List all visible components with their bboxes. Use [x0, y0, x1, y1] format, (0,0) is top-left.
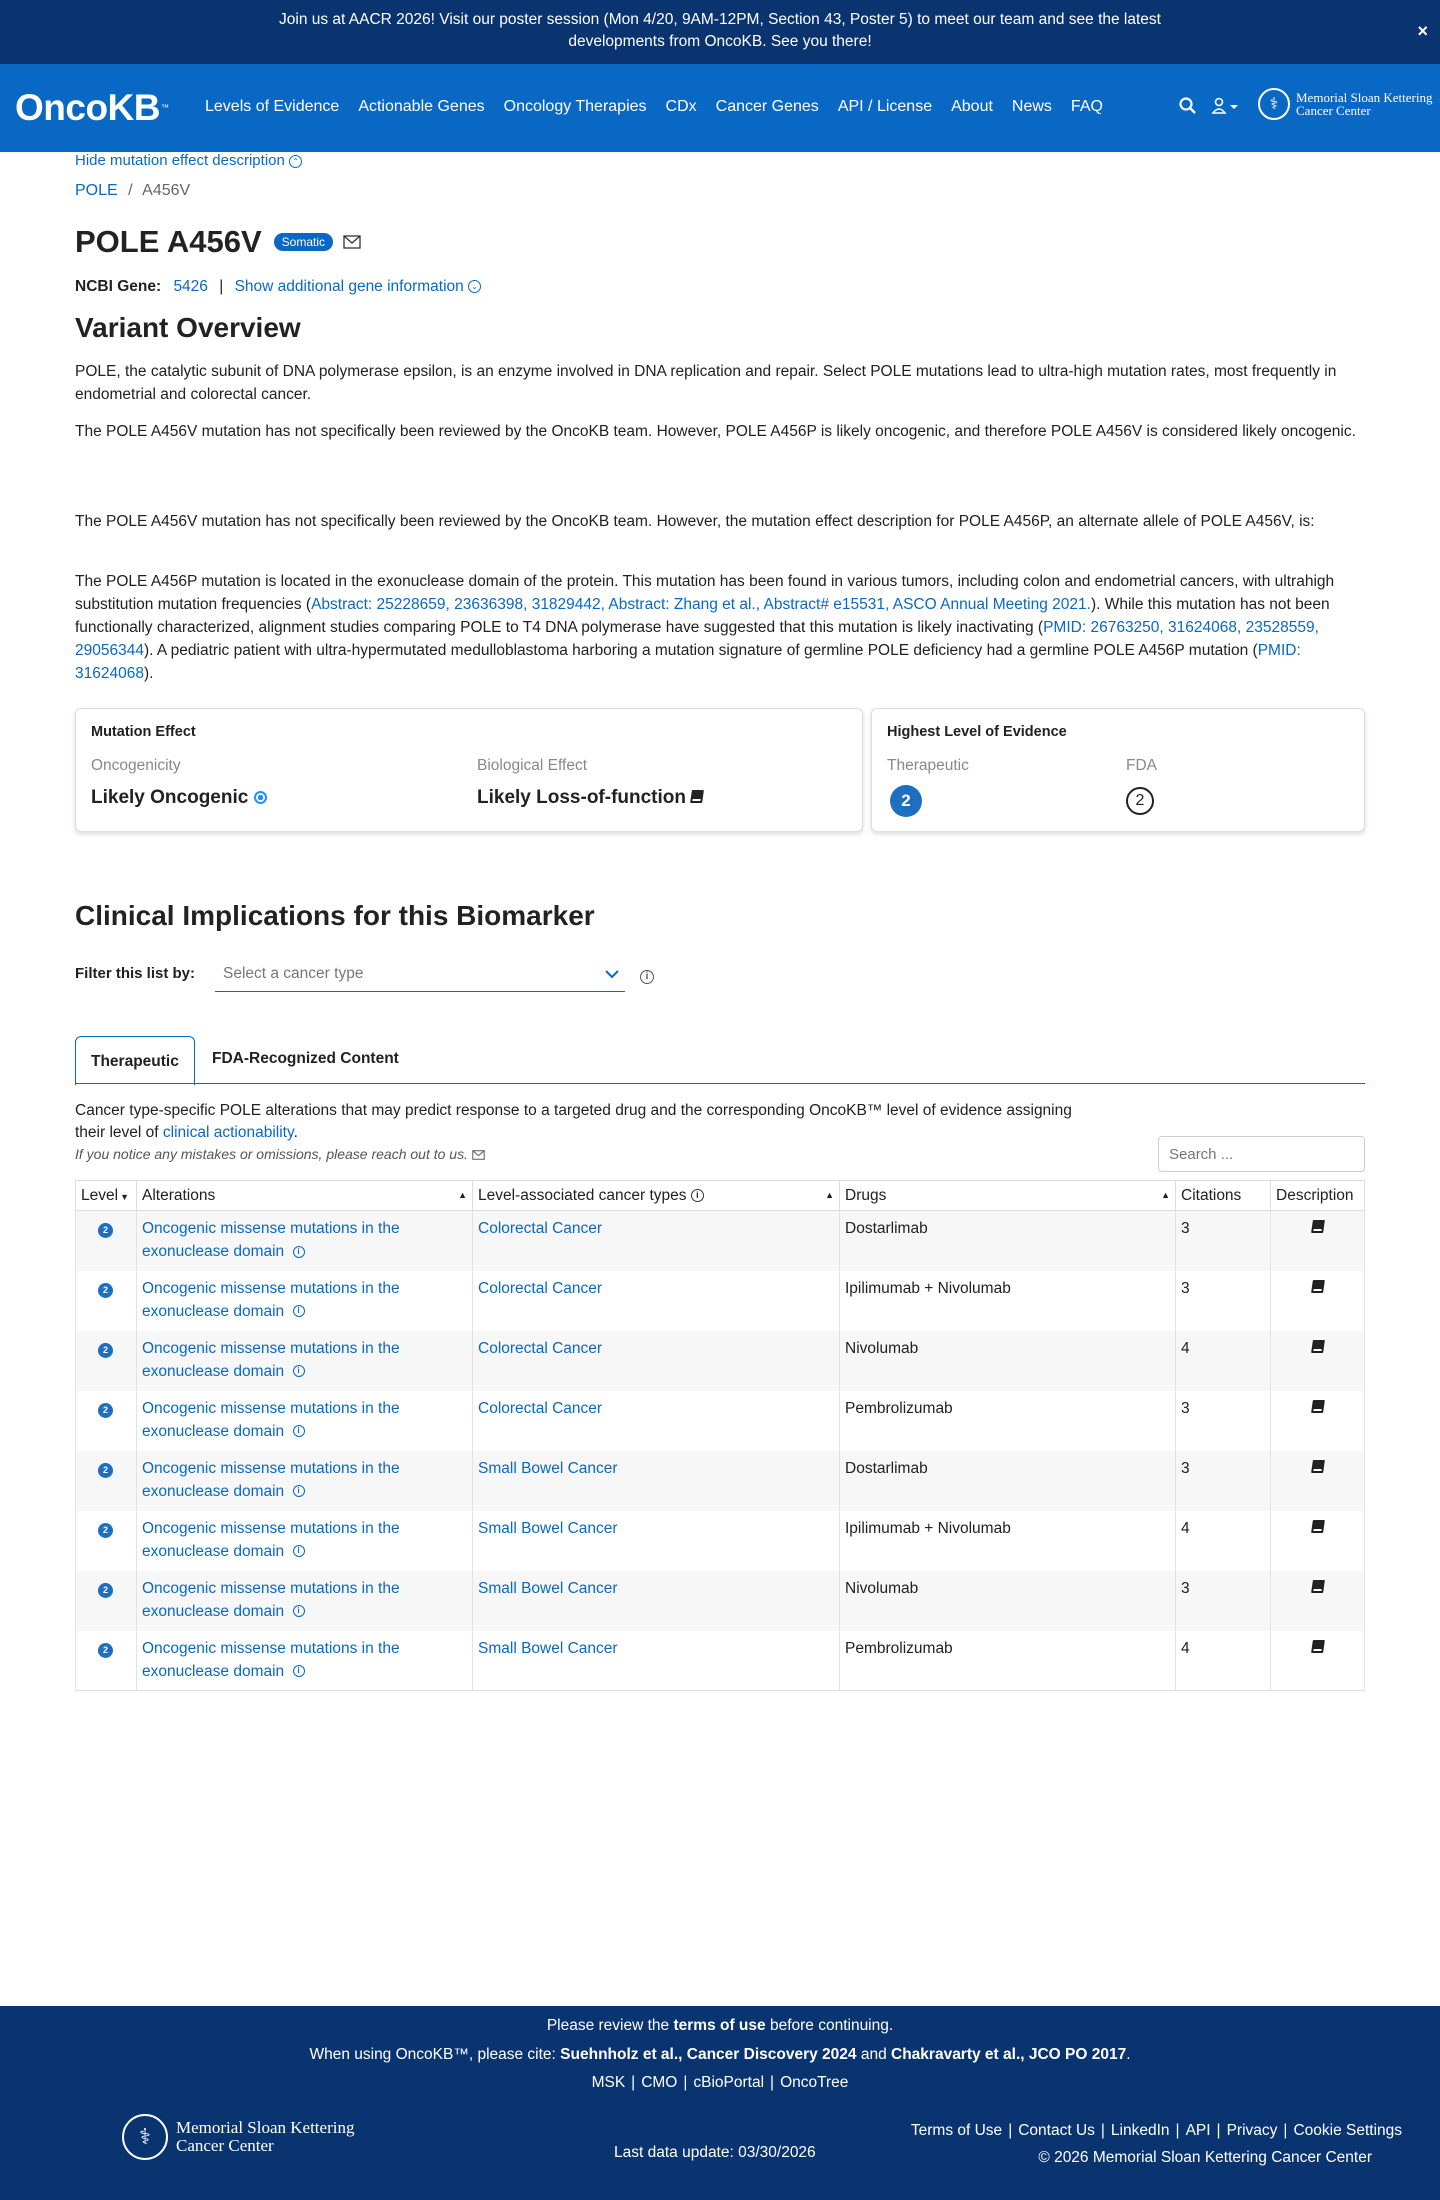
- level-badge[interactable]: 2: [98, 1223, 113, 1238]
- book-icon[interactable]: [690, 790, 704, 803]
- footer-cookie-link[interactable]: Cookie Settings: [1293, 2122, 1402, 2139]
- info-icon[interactable]: i: [293, 1605, 305, 1617]
- nav-oncology-therapies[interactable]: Oncology Therapies: [503, 98, 647, 115]
- drugs-cell: Ipilimumab + Nivolumab: [840, 1271, 1176, 1331]
- table-row: [76, 1211, 1365, 1271]
- therapeutic-table: [75, 1180, 1365, 1691]
- citations-cell[interactable]: 4: [1176, 1631, 1271, 1691]
- cancer-type-cell: [473, 1331, 840, 1391]
- nav-levels-of-evidence[interactable]: Levels of Evidence: [205, 98, 340, 115]
- nav-api-license[interactable]: API / License: [837, 98, 933, 115]
- info-icon[interactable]: i: [293, 1305, 305, 1317]
- level-badge[interactable]: 2: [98, 1643, 113, 1658]
- mutation-effect-description: The POLE A456P mutation is located in the exonuclease domain of the protein. This mutation has been found in various tumors, including colon and endometrial cancers, with ultrahigh substitution mutation frequencies (Abstract: 25228659, 23636398, 31829442, Abstract: Zhang et al., Abstract# e15531, ASCO Annual Meeting 2021.). While this mutation has not been functionally characterized, alignment studies comparing POLE to T4 DNA polymerase have suggested that this mutation is likely inactivating (PMID: 26763250, 31624068, 23528559, 29056344). A pediatric patient with ultra-hypermutated medulloblastoma harboring a mutation signature of germline POLE deficiency had a germline POLE A456P mutation (PMID: 31624068).: [75, 573, 1335, 682]
- drugs-cell: Pembrolizumab: [840, 1391, 1176, 1451]
- level-cell: [76, 1331, 137, 1391]
- oncokb-logo[interactable]: OncoKB™: [15, 87, 169, 128]
- footer-sites: MSK | CMO | cBioPortal | OncoTree: [591, 2074, 849, 2091]
- level-cell: [76, 1211, 137, 1271]
- ncbi-gene-row: NCBI Gene: 5426 | Show additional gene information ⌄: [75, 278, 481, 296]
- info-icon[interactable]: i: [293, 1665, 305, 1677]
- oncogenic-icon: [254, 791, 267, 804]
- col-citations[interactable]: Citations: [1176, 1181, 1271, 1211]
- cancer-type-cell: [473, 1571, 840, 1631]
- nav-about[interactable]: About: [951, 98, 993, 115]
- breadcrumb-variant: A456V: [142, 182, 191, 199]
- top-navbar: [0, 64, 1440, 152]
- somatic-badge: Somatic: [274, 233, 333, 251]
- page-header: [75, 224, 361, 260]
- hide-mutation-effect-link[interactable]: Hide mutation effect description ⌃: [75, 152, 302, 169]
- alteration-cell: [137, 1331, 473, 1391]
- cancer-type-link[interactable]: Small Bowel Cancer: [478, 1459, 618, 1477]
- description-cell: [1271, 1631, 1365, 1691]
- col-level[interactable]: Level ▼: [76, 1181, 137, 1211]
- sort-desc-icon: ▼: [120, 1191, 129, 1202]
- show-gene-info-link[interactable]: Show additional gene information ⌄: [235, 278, 482, 295]
- info-icon[interactable]: i: [293, 1545, 305, 1557]
- cancer-type-cell: [473, 1211, 840, 1271]
- book-icon[interactable]: [1311, 1400, 1325, 1413]
- book-icon[interactable]: [1311, 1460, 1325, 1473]
- table-row: [76, 1511, 1365, 1571]
- citations-cell[interactable]: 3: [1176, 1271, 1271, 1331]
- book-icon[interactable]: [1311, 1220, 1325, 1233]
- sort-icon: ▲: [1161, 1190, 1170, 1200]
- level-badge[interactable]: 2: [98, 1463, 113, 1478]
- col-description: Description: [1271, 1181, 1365, 1211]
- announcement-banner: [0, 0, 1440, 64]
- description-cell: [1271, 1571, 1365, 1631]
- citations-cell[interactable]: 3: [1176, 1391, 1271, 1451]
- cancer-type-link[interactable]: Colorectal Cancer: [478, 1279, 603, 1297]
- cancer-type-link[interactable]: Colorectal Cancer: [478, 1339, 603, 1357]
- description-cell: [1271, 1331, 1365, 1391]
- citations-cell[interactable]: 3: [1176, 1571, 1271, 1631]
- footer-links: Terms of Use | Contact Us | LinkedIn | API | Privacy | Cookie Settings: [910, 2122, 1402, 2139]
- drugs-cell: Dostarlimab: [840, 1211, 1176, 1271]
- book-icon[interactable]: [1311, 1640, 1325, 1653]
- table-row: [76, 1571, 1365, 1631]
- level-cell: [76, 1631, 137, 1691]
- mail-icon[interactable]: [343, 235, 361, 249]
- terms-of-use-link[interactable]: terms of use: [673, 2017, 766, 2034]
- alteration-link[interactable]: Oncogenic missense mutations in the exonuclease domain: [142, 1639, 400, 1680]
- table-row: [76, 1451, 1365, 1511]
- cancer-type-cell: [473, 1271, 840, 1331]
- nav-cdx[interactable]: CDx: [665, 98, 697, 115]
- site-msk-link[interactable]: MSK: [591, 2074, 626, 2091]
- info-icon[interactable]: i: [293, 1425, 305, 1437]
- chevron-down-circle-icon: ⌄: [468, 280, 481, 293]
- info-icon[interactable]: i: [293, 1365, 305, 1377]
- citations-cell[interactable]: 3: [1176, 1451, 1271, 1511]
- table-row: [76, 1331, 1365, 1391]
- alteration-link[interactable]: Oncogenic missense mutations in the exonuclease domain: [142, 1339, 400, 1380]
- chevron-down-icon: [605, 969, 619, 979]
- copyright: © 2026 Memorial Sloan Kettering Cancer Center: [1038, 2149, 1372, 2166]
- close-icon[interactable]: ×: [1417, 21, 1428, 41]
- cancer-type-select[interactable]: Select a cancer type: [215, 960, 625, 992]
- tab-therapeutic[interactable]: Therapeutic: [75, 1036, 195, 1086]
- level-cell: [76, 1391, 137, 1451]
- level-badge[interactable]: 2: [98, 1343, 113, 1358]
- alteration-cell: [137, 1511, 473, 1571]
- tab-fda-recognized[interactable]: FDA-Recognized Content: [212, 1050, 399, 1067]
- description-cell: [1271, 1271, 1365, 1331]
- level-cell: [76, 1571, 137, 1631]
- drugs-cell: Nivolumab: [840, 1571, 1176, 1631]
- table-row: [76, 1631, 1365, 1691]
- alteration-link[interactable]: Oncogenic missense mutations in the exonuclease domain: [142, 1399, 400, 1440]
- alteration-link[interactable]: Oncogenic missense mutations in the exonuclease domain: [142, 1220, 400, 1260]
- book-icon[interactable]: [1311, 1580, 1325, 1593]
- therapeutic-description: Cancer type-specific POLE alterations that may predict response to a targeted drug and the corresponding OncoKB™ level of evidence assigning their level of clinical actionability.: [75, 1102, 1072, 1141]
- level-badge[interactable]: 2: [98, 1583, 113, 1598]
- level-badge[interactable]: 2: [98, 1283, 113, 1298]
- table-row: [76, 1271, 1365, 1331]
- therapeutic-level-badge[interactable]: 2: [890, 785, 922, 817]
- site-cmo-link[interactable]: CMO: [641, 2074, 678, 2091]
- level-cell: [76, 1451, 137, 1511]
- pmid-single-link[interactable]: PMID: 31624068: [75, 642, 1301, 682]
- alteration-link[interactable]: Oncogenic missense mutations in the exonuclease domain: [142, 1459, 400, 1500]
- breadcrumb-gene-link[interactable]: POLE: [75, 182, 118, 199]
- cancer-type-cell: [473, 1631, 840, 1691]
- drugs-cell: Dostarlimab: [840, 1451, 1176, 1511]
- cancer-type-link[interactable]: Small Bowel Cancer: [478, 1639, 618, 1657]
- book-icon[interactable]: [1311, 1520, 1325, 1533]
- highest-level-card: Highest Level of Evidence Therapeutic 2 FDA 2: [871, 708, 1365, 832]
- footer-contact-link[interactable]: Contact Us: [1018, 2122, 1095, 2139]
- description-cell: [1271, 1211, 1365, 1271]
- nav-faq[interactable]: FAQ: [1070, 98, 1103, 115]
- footer-api-link[interactable]: API: [1185, 2122, 1211, 2139]
- cancer-type-cell: [473, 1451, 840, 1511]
- user-menu-icon[interactable]: [1210, 96, 1242, 116]
- mutation-effect-card: Mutation Effect Oncogenicity Likely Oncogenic Biological Effect Likely Loss-of-function: [75, 708, 863, 832]
- gene-summary: POLE, the catalytic subunit of DNA polymerase epsilon, is an enzyme involved in DNA replication and repair. Select POLE mutations lead to ultra-high mutation rates, most frequently in endometrial and colorectal cancer.: [75, 363, 1337, 403]
- book-icon[interactable]: [1311, 1340, 1325, 1353]
- alteration-cell: [137, 1631, 473, 1691]
- footer-terms-link[interactable]: Terms of Use: [910, 2122, 1003, 2139]
- cancer-type-link[interactable]: Colorectal Cancer: [478, 1399, 603, 1417]
- alteration-link[interactable]: Oncogenic missense mutations in the exonuclease domain: [142, 1279, 400, 1320]
- msk-logo[interactable]: ⚕ Memorial Sloan Kettering Cancer Center: [1258, 88, 1432, 120]
- banner-text: Join us at AACR 2026! Visit our poster session (Mon 4/20, 9AM-12PM, Section 43, Poster 5) to meet our team and see the latest developments from OncoKB. See you there!: [279, 11, 1161, 50]
- footer-privacy-link[interactable]: Privacy: [1226, 2122, 1278, 2139]
- citations-cell[interactable]: 4: [1176, 1511, 1271, 1571]
- alteration-cell: [137, 1451, 473, 1511]
- abstract-refs-link[interactable]: Abstract: 25228659, 23636398, 31829442, Abstract: Zhang et al., Abstract# e15531, ASCO Annual Meeting 2021.: [311, 596, 1091, 613]
- nav-news[interactable]: News: [1011, 98, 1052, 115]
- info-icon[interactable]: i: [640, 970, 654, 984]
- nav-cancer-genes[interactable]: Cancer Genes: [715, 98, 819, 115]
- alteration-cell: [137, 1391, 473, 1451]
- main-content: [75, 152, 1365, 1680]
- table-row: [76, 1391, 1365, 1451]
- variant-overview-title: Variant Overview: [75, 312, 301, 343]
- alternate-allele-note: The POLE A456V mutation has not specifically been reviewed by the OncoKB team. However, the mutation effect description for POLE A456P, an alternate allele of POLE A456V, is:: [75, 513, 1315, 530]
- info-icon[interactable]: i: [691, 1189, 704, 1202]
- description-cell: [1271, 1451, 1365, 1511]
- clinical-actionability-link[interactable]: clinical actionability: [162, 1124, 294, 1141]
- search-icon[interactable]: [1178, 96, 1198, 116]
- cancer-type-link[interactable]: Small Bowel Cancer: [478, 1579, 618, 1597]
- level-cell: [76, 1511, 137, 1571]
- biological-effect-value: Likely Loss-of-function: [477, 787, 703, 809]
- footer-msk-logo[interactable]: ⚕ Memorial Sloan Kettering Cancer Center: [122, 2114, 354, 2160]
- msk-emblem-icon: ⚕: [122, 2114, 168, 2160]
- alteration-cell: [137, 1571, 473, 1631]
- variant-summary: The POLE A456V mutation has not specifically been reviewed by the OncoKB team. However, POLE A456P is likely oncogenic, and therefore POLE A456V is considered likely oncogenic.: [75, 423, 1356, 440]
- site-oncotree-link[interactable]: OncoTree: [780, 2074, 849, 2091]
- ncbi-gene-link[interactable]: 5426: [173, 278, 208, 295]
- sort-icon: ▲: [458, 1190, 467, 1200]
- col-alterations[interactable]: Alterations ▲: [137, 1181, 473, 1211]
- cite-chakravarty-link[interactable]: Chakravarty et al., JCO PO 2017: [891, 2046, 1127, 2063]
- footer-review: Please review the terms of use before continuing.: [546, 2017, 894, 2034]
- last-data-update: Last data update: 03/30/2026: [614, 2144, 816, 2161]
- citations-cell[interactable]: 3: [1176, 1211, 1271, 1271]
- sort-icon: ▲: [825, 1190, 834, 1200]
- pmid-refs-link[interactable]: PMID: 26763250, 31624068, 23528559, 29056344: [75, 619, 1319, 659]
- level-badge[interactable]: 2: [98, 1523, 113, 1538]
- cite-suehnholz-link[interactable]: Suehnholz et al., Cancer Discovery 2024: [560, 2046, 857, 2063]
- info-icon[interactable]: i: [293, 1485, 305, 1497]
- description-cell: [1271, 1511, 1365, 1571]
- cancer-type-cell: [473, 1511, 840, 1571]
- footer: [0, 2006, 1440, 2200]
- breadcrumb: POLE / A456V: [75, 182, 191, 199]
- alteration-link[interactable]: Oncogenic missense mutations in the exonuclease domain: [142, 1519, 400, 1560]
- mail-icon[interactable]: [472, 1150, 485, 1160]
- alteration-cell: [137, 1211, 473, 1271]
- footer-linkedin-link[interactable]: LinkedIn: [1110, 2122, 1170, 2139]
- fda-level-badge[interactable]: 2: [1126, 787, 1154, 815]
- table-search-input[interactable]: [1158, 1136, 1365, 1172]
- oncogenicity-value: Likely Oncogenic: [91, 787, 267, 809]
- filter-label: Filter this list by:: [75, 965, 196, 982]
- msk-emblem-icon: ⚕: [1258, 88, 1290, 120]
- clinical-tabs: [75, 1036, 1365, 1084]
- col-drugs[interactable]: Drugs ▲: [840, 1181, 1176, 1211]
- cancer-type-link[interactable]: Small Bowel Cancer: [478, 1519, 618, 1537]
- page-title: POLE A456V: [75, 224, 262, 259]
- level-cell: [76, 1271, 137, 1331]
- level-badge[interactable]: 2: [98, 1403, 113, 1418]
- nav-links: [205, 98, 1122, 116]
- drugs-cell: Pembrolizumab: [840, 1631, 1176, 1691]
- alteration-link[interactable]: Oncogenic missense mutations in the exonuclease domain: [142, 1579, 400, 1620]
- chevron-up-circle-icon: ⌃: [289, 155, 302, 168]
- nav-actionable-genes[interactable]: Actionable Genes: [358, 98, 485, 115]
- col-cancer-types[interactable]: Level-associated cancer types i ▲: [473, 1181, 840, 1211]
- drugs-cell: Nivolumab: [840, 1331, 1176, 1391]
- drugs-cell: Ipilimumab + Nivolumab: [840, 1511, 1176, 1571]
- info-icon[interactable]: i: [293, 1246, 305, 1258]
- book-icon[interactable]: [1311, 1280, 1325, 1293]
- alteration-cell: [137, 1271, 473, 1331]
- clinical-implications-title: Clinical Implications for this Biomarker: [75, 900, 595, 931]
- citations-cell[interactable]: 4: [1176, 1331, 1271, 1391]
- feedback-note: If you notice any mistakes or omissions, please reach out to us.: [75, 1146, 485, 1162]
- cancer-type-cell: [473, 1391, 840, 1451]
- cancer-type-link[interactable]: Colorectal Cancer: [478, 1220, 603, 1237]
- site-cbioportal-link[interactable]: cBioPortal: [693, 2074, 765, 2091]
- footer-cite: When using OncoKB™, please cite: Suehnholz et al., Cancer Discovery 2024 and Chakravarty et al., JCO PO 2017.: [309, 2046, 1131, 2063]
- description-cell: [1271, 1391, 1365, 1451]
